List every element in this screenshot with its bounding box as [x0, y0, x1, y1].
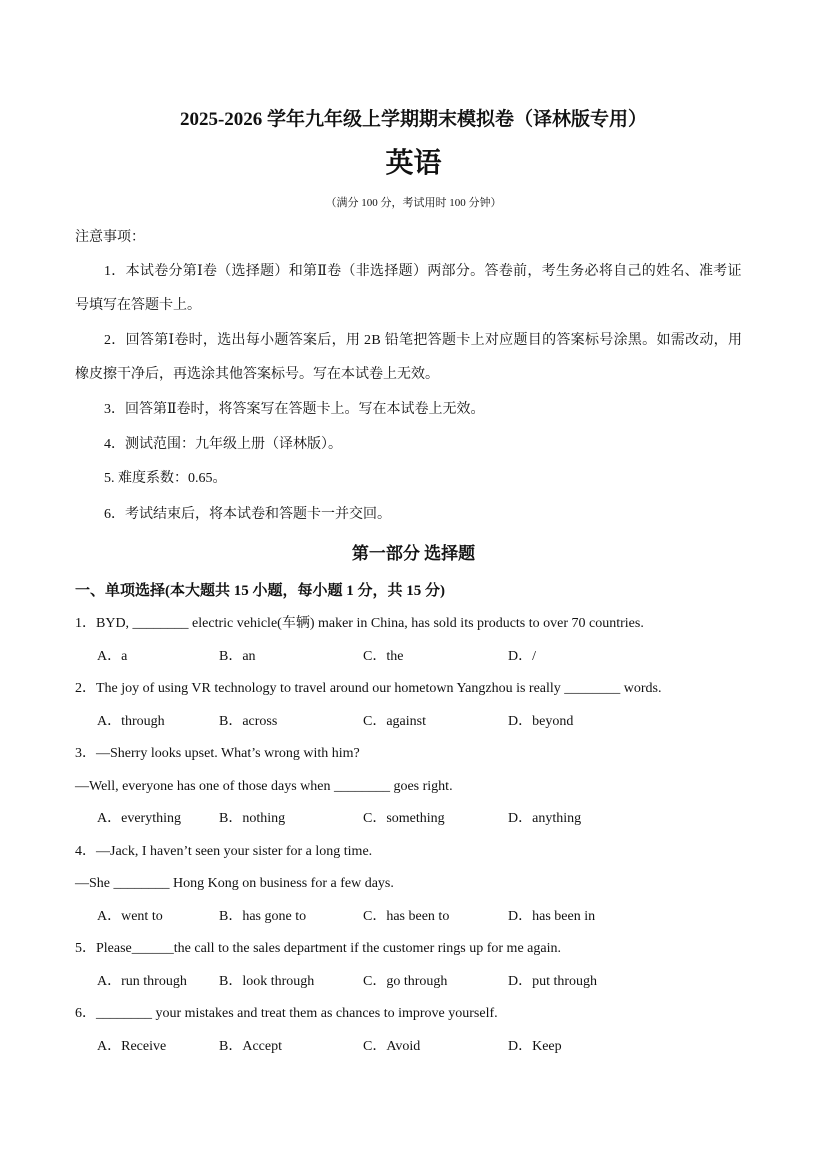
option-c[interactable]: C．has been to [363, 909, 450, 924]
notes-heading: 注意事项： [75, 230, 145, 245]
option-a[interactable]: A．went to [97, 909, 163, 924]
note-line: 橡皮擦干净后，再选涂其他答案标号。写在本试卷上无效。 [75, 367, 439, 382]
option-a[interactable]: A．through [97, 714, 165, 729]
option-a[interactable]: A．everything [97, 811, 181, 826]
note-line: 1．本试卷分第Ⅰ卷（选择题）和第Ⅱ卷（非选择题）两部分。答卷前，考生务必将自己的姓名、准考证 [104, 264, 742, 279]
option-a[interactable]: A．Receive [97, 1039, 167, 1054]
option-d[interactable]: D．put through [508, 974, 598, 989]
option-b[interactable]: B．look through [219, 974, 315, 989]
option-b[interactable]: B．across [219, 714, 278, 729]
option-b[interactable]: B．Accept [219, 1039, 282, 1054]
option-d[interactable]: D．/ [508, 649, 536, 664]
note-line: 2．回答第Ⅰ卷时，选出每小题答案后，用 2B 铅笔把答题卡上对应题目的答案标号涂黑。如需改动，用 [104, 333, 743, 348]
option-d[interactable]: D．has been in [508, 909, 596, 924]
option-c[interactable]: C．against [363, 714, 426, 729]
option-c[interactable]: C．go through [363, 974, 448, 989]
note-line: 号填写在答题卡上。 [75, 298, 201, 313]
option-b[interactable]: B．nothing [219, 811, 286, 826]
question-text: —Well, everyone has one of those days when ________ goes right. [75, 779, 453, 794]
option-c[interactable]: C．something [363, 811, 445, 826]
part-title: 第一部分 选择题 [351, 544, 476, 563]
option-a[interactable]: A．run through [97, 974, 187, 989]
question-text: 4．—Jack, I haven’t seen your sister for a long time. [75, 844, 373, 859]
subject-title: 英语 [385, 146, 442, 179]
question-text: 6．________ your mistakes and treat them as chances to improve yourself. [75, 1006, 498, 1021]
question-text: 5．Please______the call to the sales department if the customer rings up for me again. [75, 941, 561, 956]
option-d[interactable]: D．Keep [508, 1039, 562, 1054]
option-a[interactable]: A．a [97, 649, 128, 664]
question-text: 3．—Sherry looks upset. What’s wrong with him? [75, 746, 360, 761]
option-c[interactable]: C．the [363, 649, 404, 664]
exam-subtitle: （满分 100 分，考试用时 100 分钟） [325, 197, 502, 209]
option-b[interactable]: B．has gone to [219, 909, 307, 924]
note-line: 4．测试范围：九年级上册（译林版）。 [104, 437, 342, 452]
option-d[interactable]: D．beyond [508, 714, 574, 729]
exam-title: 2025-2026 学年九年级上学期期末模拟卷（译林版专用） [179, 109, 648, 130]
note-line: 6．考试结束后，将本试卷和答题卡一并交回。 [104, 507, 391, 522]
question-text: 1．BYD, ________ electric vehicle(车辆) maker in China, has sold its products to over 70 countries. [75, 616, 644, 631]
note-line: 5. 难度系数：0.65。 [104, 471, 227, 486]
option-d[interactable]: D．anything [508, 811, 582, 826]
question-text: —She ________ Hong Kong on business for a few days. [75, 876, 394, 891]
question-text: 2．The joy of using VR technology to travel around our hometown Yangzhou is really ________ words. [75, 681, 662, 696]
option-b[interactable]: B．an [219, 649, 256, 664]
note-line: 3．回答第Ⅱ卷时，将答案写在答题卡上。写在本试卷上无效。 [104, 402, 485, 417]
option-c[interactable]: C．Avoid [363, 1039, 421, 1054]
section-heading: 一、单项选择(本大题共 15 小题，每小题 1 分，共 15 分) [75, 583, 445, 599]
